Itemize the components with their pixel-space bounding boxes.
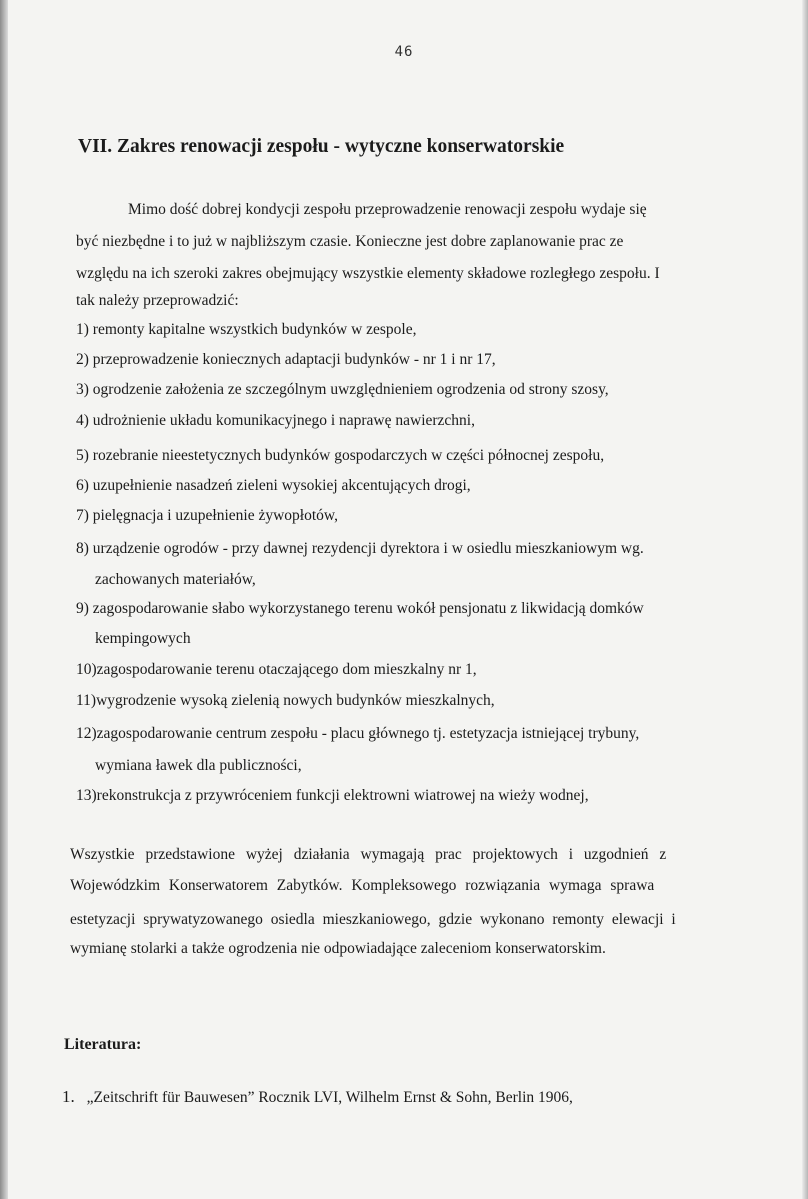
list-item: 10)zagospodarowanie terenu otaczającego dom mieszkalny nr 1, xyxy=(76,661,477,678)
literature-entry-text: „Zeitschrift für Bauwesen” Rocznik LVI, Wilhelm Ernst & Sohn, Berlin 1906, xyxy=(86,1089,573,1106)
list-item: 9) zagospodarowanie słabo wykorzystanego terenu wokół pensjonatu z likwidacją domków xyxy=(76,600,644,617)
list-item: 5) rozebranie nieestetycznych budynków gospodarczych w części północnej zespołu, xyxy=(76,447,605,464)
literature-entry xyxy=(62,1088,573,1106)
list-item-continuation: kempingowych xyxy=(95,630,191,647)
list-item: 2) przeprowadzenie koniecznych adaptacji budynków - nr 1 i nr 17, xyxy=(76,351,496,368)
page-number: 46 xyxy=(394,44,414,60)
intro-line: tak należy przeprowadzić: xyxy=(76,292,239,309)
summary-line: Wszystkie przedstawione wyżej działania wymagają prac projektowych i uzgodnień z xyxy=(70,846,667,863)
literature-heading: Literatura: xyxy=(64,1036,142,1053)
summary-line: Wojewódzkim Konserwatorem Zabytków. Kompleksowego rozwiązania wymaga sprawa xyxy=(70,877,655,894)
intro-line: być niezbędne i to już w najbliższym czasie. Konieczne jest dobre zaplanowanie prac ze xyxy=(76,233,624,250)
chapter-title: VII. Zakres renowacji zespołu - wytyczne konserwatorskie xyxy=(78,136,565,157)
list-item: 13)rekonstrukcja z przywróceniem funkcji elektrowni wiatrowej na wieży wodnej, xyxy=(76,787,589,804)
summary-line: estetyzacji sprywatyzowanego osiedla mieszkaniowego, gdzie wykonano remonty elewacji i xyxy=(70,911,676,928)
list-item: 11)wygrodzenie wysoką zielenią nowych budynków mieszkalnych, xyxy=(76,692,495,709)
summary-line: wymianę stolarki a także ogrodzenia nie odpowiadające zaleceniom konserwatorskim. xyxy=(70,940,606,957)
list-item: 1) remonty kapitalne wszystkich budynków w zespole, xyxy=(76,321,417,338)
list-item: 12)zagospodarowanie centrum zespołu - placu głównego tj. estetyzacja istniejącej trybuny, xyxy=(76,725,640,742)
list-item: 7) pielęgnacja i uzupełnienie żywopłotów, xyxy=(76,507,338,524)
list-item: 8) urządzenie ogrodów - przy dawnej rezydencji dyrektora i w osiedlu mieszkaniowym wg. xyxy=(76,540,644,557)
list-item: 6) uzupełnienie nasadzeń zieleni wysokiej akcentujących drogi, xyxy=(76,477,471,494)
list-item: 3) ogrodzenie założenia ze szczególnym uwzględnieniem ogrodzenia od strony szosy, xyxy=(76,381,609,398)
right-page-edge xyxy=(802,0,808,1199)
list-item-continuation: wymiana ławek dla publiczności, xyxy=(95,757,302,774)
list-item: 4) udrożnienie układu komunikacyjnego i naprawę nawierzchni, xyxy=(76,412,475,429)
left-page-edge xyxy=(0,0,8,1199)
list-item-continuation: zachowanych materiałów, xyxy=(95,571,256,588)
intro-line: względu na ich szeroki zakres obejmujący wszystkie elementy składowe rozległego zespołu. I xyxy=(76,265,660,282)
intro-line: Mimo dość dobrej kondycji zespołu przeprowadzenie renowacji zespołu wydaje się xyxy=(128,201,647,218)
literature-entry-number: 1. xyxy=(62,1087,75,1106)
